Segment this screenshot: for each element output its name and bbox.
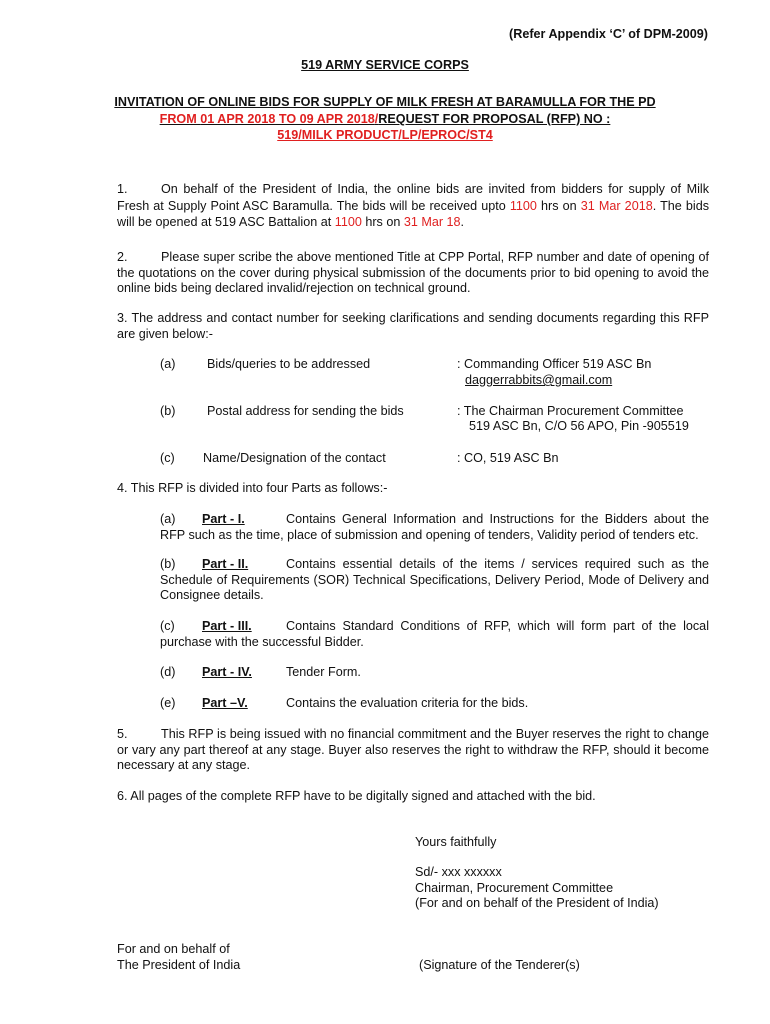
part-1-text: Contains General Information and Instructions for the Bidders about the RFP such as the time, place of submission and opening of tenders, Validity period of tenders etc. [160, 512, 709, 542]
para-2-number: 2. [117, 250, 128, 264]
title-from: FROM [159, 112, 201, 126]
contact-c-desc: Name/Designation of the contact [203, 451, 386, 465]
supply-period: 01 APR 2018 TO 09 APR 2018 [200, 112, 375, 126]
part-5-title: Part –V. [202, 696, 248, 710]
signatory-designation: Chairman, Procurement Committee [415, 881, 614, 895]
contact-a-value: : Commanding Officer 519 ASC Bn [457, 357, 652, 371]
para-1-text-d: hrs on [361, 215, 404, 229]
receipt-date: 31 Mar 2018 [580, 198, 653, 213]
part-4 [160, 665, 709, 681]
contact-a-label: (a) [160, 357, 176, 371]
para-1-text-e: . [460, 215, 465, 229]
part-2-text: Contains essential details of the items / services required such as the Schedule of Requirements (SOR) Technical Specifications, Delivery Period, Mode of Delivery and Consignee details. [160, 557, 709, 603]
part-3-title: Part - III. [202, 619, 252, 633]
part-4-text: Tender Form. [286, 665, 361, 679]
para-2 [117, 250, 709, 297]
opening-time: 1100 [334, 215, 362, 229]
para-1-number: 1. [117, 182, 128, 196]
footer-on-behalf: For and on behalf of [117, 942, 230, 956]
part-5-label: (e) [160, 696, 176, 710]
opening-date: 31 Mar 18 [403, 215, 461, 229]
unit-name: 519 ARMY SERVICE CORPS [301, 58, 469, 72]
contact-b-value: : The Chairman Procurement Committee [457, 404, 684, 418]
contact-b-label: (b) [160, 404, 176, 418]
para-1-text-a: On behalf of the President of India, the online bids are invited from bidders for supply of Milk Fresh at Supply Point ASC Baramulla. The bids will be received upto [117, 182, 709, 213]
para-1-text-b: hrs on [536, 198, 581, 213]
part-2-label: (b) [160, 557, 176, 571]
closing: Yours faithfully [415, 835, 497, 849]
rfp-label: REQUEST FOR PROPOSAL (RFP) NO : [378, 112, 611, 126]
title-separator: / [374, 112, 379, 126]
part-5 [160, 696, 709, 712]
receipt-time: 1100 [509, 198, 537, 213]
part-2-title: Part - II. [202, 557, 249, 571]
tenderer-signature: (Signature of the Tenderer(s) [419, 958, 580, 972]
para-5 [117, 727, 709, 774]
part-4-title: Part - IV. [202, 665, 252, 679]
contact-email-link[interactable]: daggerrabbits@gmail.com [465, 373, 613, 387]
part-1-label: (a) [160, 512, 176, 526]
signatory-on-behalf: (For and on behalf of the President of India) [415, 896, 659, 910]
para-1 [117, 181, 709, 231]
footer-president: The President of India [117, 958, 241, 972]
para-5-text: This RFP is being issued with no financial commitment and the Buyer reserves the right to change or vary any part thereof at any stage. Buyer also reserves the right to withdraw the RFP, should it become necessary at any stage. [117, 727, 709, 773]
appendix-reference: (Refer Appendix ‘C’ of DPM-2009) [509, 27, 708, 41]
part-1 [160, 512, 709, 543]
para-5-number: 5. [117, 727, 128, 741]
rfp-number: 519/MILK PRODUCT/LP/EPROC/ST4 [277, 128, 493, 142]
rfp-title-line1: INVITATION OF ONLINE BIDS FOR SUPPLY OF MILK FRESH AT BARAMULLA FOR THE PD [114, 95, 656, 109]
part-4-label: (d) [160, 665, 176, 679]
part-5-text: Contains the evaluation criteria for the bids. [286, 696, 529, 710]
contact-c-label: (c) [160, 451, 175, 465]
signed-by: Sd/- xxx xxxxxx [415, 865, 502, 879]
part-3 [160, 619, 709, 650]
para-4: 4. This RFP is divided into four Parts as follows:- [117, 481, 388, 495]
contact-c-value: : CO, 519 ASC Bn [457, 451, 559, 465]
part-1-title: Part - I. [202, 512, 245, 526]
contact-b-desc: Postal address for sending the bids [207, 404, 404, 418]
para-6: 6. All pages of the complete RFP have to be digitally signed and attached with the bid. [117, 789, 596, 803]
contact-b-address: 519 ASC Bn, C/O 56 APO, Pin -905519 [469, 419, 689, 433]
para-3: 3. The address and contact number for seeking clarifications and sending documents regarding this RFP are given below:- [117, 311, 709, 341]
contact-a-desc: Bids/queries to be addressed [207, 357, 371, 371]
part-3-text: Contains Standard Conditions of RFP, which will form part of the local purchase with the successful Bidder. [160, 619, 709, 649]
para-1-text-c: . The bids will be opened at 519 ASC Battalion at [117, 198, 709, 229]
part-2 [160, 557, 709, 604]
rfp-title-line2 [0, 112, 770, 126]
para-2-text: Please super scribe the above mentioned Title at CPP Portal, RFP number and date of opening of the quotations on the cover during physical submission of the documents prior to bid opening to avoid the online bids being declared invalid/rejection on technical ground. [117, 250, 709, 296]
part-3-label: (c) [160, 619, 175, 633]
